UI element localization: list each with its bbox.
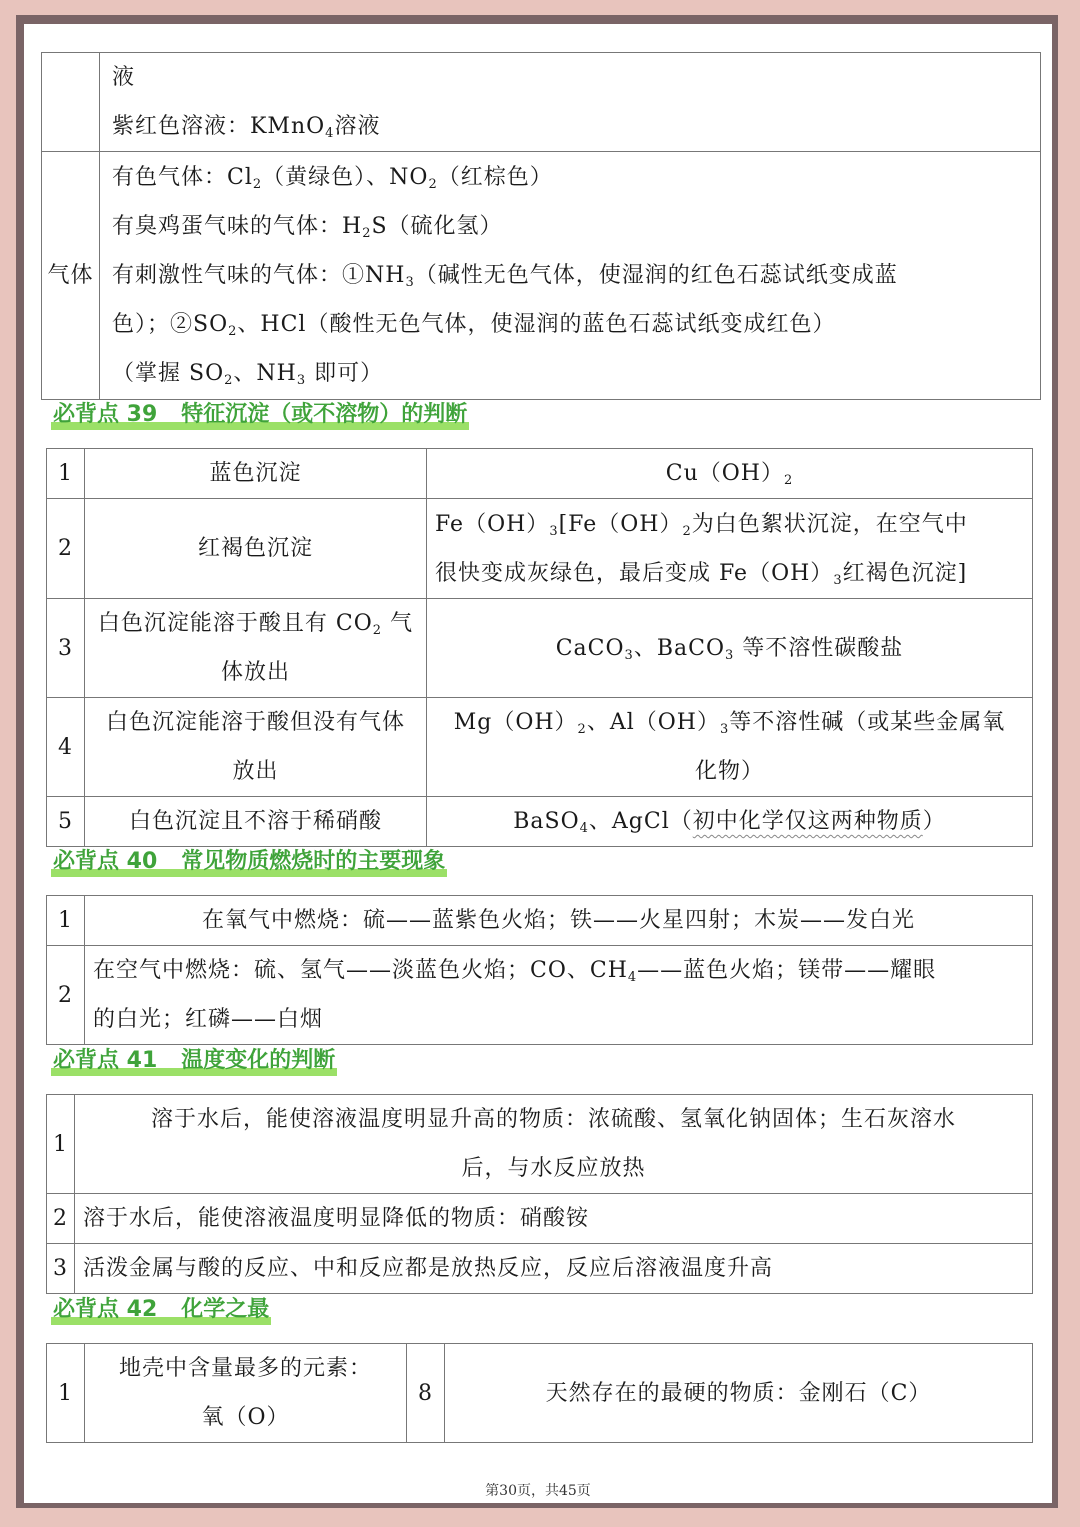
temperature-table [46, 1094, 1033, 1294]
text-line: 液 [112, 65, 136, 90]
text-line: 紫红色溶液：KMnO$_4$溶液 [112, 114, 381, 141]
row-label: 气体 [42, 152, 100, 400]
table-row: 1 溶于水后，能使溶液温度明显升高的物质：浓硫酸、氢氧化钠固体；生石灰溶水 后，与水反应放热 [47, 1095, 1033, 1194]
table-row: 3 活泼金属与酸的反应、中和反应都是放热反应，反应后溶液温度升高 [47, 1244, 1033, 1294]
text-line: 有刺激性气味的气体：$①NH_3$（碱性无色气体，使湿润的红色石蕊试纸变成蓝 [112, 263, 898, 290]
gas-color-table [41, 52, 1041, 400]
page-number: 第30页，共45页 [485, 1483, 591, 1499]
section-heading-40: 必背点 40 常见物质燃烧时的主要现象 [51, 847, 447, 877]
text-line: 有臭鸡蛋气味的气体：$H_2S$（硫化氢） [112, 214, 503, 241]
table-row: 2 红褐色沉淀 $Fe(OH)_3[Fe(OH)_2$为白色絮状沉淀，在空气中 很快变成灰绿色，最后变成 $Fe(OH)_3$红褐色沉淀] [47, 499, 1033, 599]
precipitate-table [46, 448, 1033, 847]
section-heading-41: 必背点 41 温度变化的判断 [51, 1046, 337, 1076]
table-row [42, 53, 1041, 152]
table-row: 1 在氧气中燃烧：硫——蓝紫色火焰；铁——火星四射；木炭——发白光 [47, 896, 1033, 946]
table-row: 2 在空气中燃烧：硫、氢气——淡蓝色火焰；CO、$CH_4——$蓝色火焰；镁带——耀眼 的白光；红磷——白烟 [47, 946, 1033, 1045]
table-row: 5 白色沉淀且不溶于稀硝酸 BaSO$_4$、AgCl（初中化学仅这两种物质） [47, 797, 1033, 847]
document-page [24, 24, 1052, 1503]
combustion-table [46, 895, 1033, 1045]
section-heading-39: 必背点 39 特征沉淀（或不溶物）的判断 [51, 400, 469, 430]
table-row: 4 白色沉淀能溶于酸但没有气体 放出 $Mg(OH)_2$、$Al(OH)_3$等不溶性碱（或某些金属氧 化物） [47, 698, 1033, 797]
table-row: 2 溶于水后，能使溶液温度明显降低的物质：硝酸铵 [47, 1194, 1033, 1244]
text-line: 色）；$②SO_2$、HCl（酸性无色气体，使湿润的蓝色石蕊试纸变成红色） [112, 312, 836, 339]
table-row: 3 白色沉淀能溶于酸且有 $CO_2$ 气 体放出 CaCO$_3$、BaCO$_3$ 等不溶性碳酸盐 [47, 599, 1033, 698]
section-heading-42: 必背点 42 化学之最 [51, 1295, 271, 1325]
chemistry-records-table [46, 1343, 1033, 1443]
text-line: 有色气体：$Cl_2$（黄绿色）、$NO_2$（红棕色） [112, 165, 553, 192]
table-row [42, 152, 1041, 400]
table-row: 1 蓝色沉淀 $Cu(OH)_2$ [47, 449, 1033, 499]
text-line: （掌握 $SO_2$、$NH_3$ 即可） [112, 361, 384, 388]
table-row: 1 地壳中含量最多的元素： 氧（O） 8 天然存在的最硬的物质：金刚石（C） [47, 1344, 1033, 1443]
